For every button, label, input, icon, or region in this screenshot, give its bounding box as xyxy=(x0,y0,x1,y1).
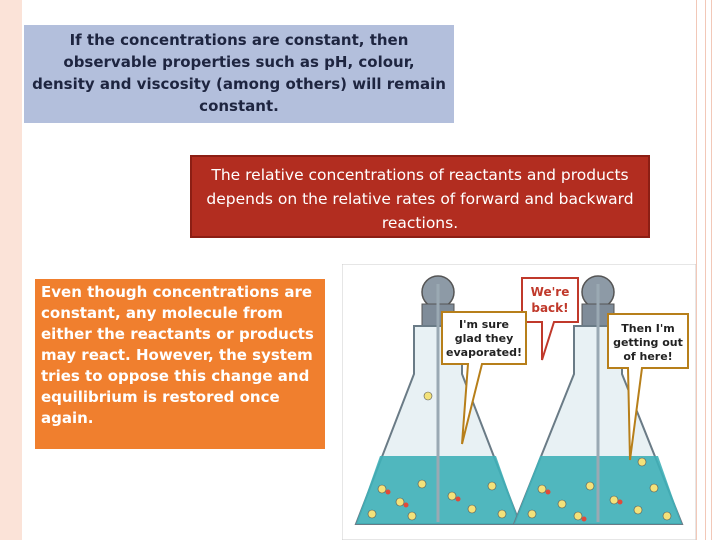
bubble-3-line-1: Then I'm xyxy=(621,322,675,335)
bubble-2-line-1: I'm sure xyxy=(458,318,510,331)
info-box-red: The relative concentrations of reactants and products depends on the relative rates of forward and backward reactions. xyxy=(190,155,650,238)
bubble-1-line-1: We're xyxy=(530,285,570,299)
info-box-orange: Even though concentrations are constant, any molecule from either the reactants or products may react. However, the system tries to oppose this change and equilibrium is restored once again. xyxy=(35,279,325,449)
flask-cartoon-illustration xyxy=(342,264,696,540)
bubble-3-line-2: getting out xyxy=(613,336,683,349)
slide-frame-right-inner xyxy=(711,0,716,540)
bubble-1-line-2: back! xyxy=(531,301,569,315)
bubble-2-line-3: evaporated! xyxy=(446,346,522,359)
slide-frame-right xyxy=(696,0,706,540)
bubble-2-line-2: glad they xyxy=(454,332,514,345)
info-box-blue: If the concentrations are constant, then observable properties such as pH, colour, density and viscosity (among others) will remain constant. xyxy=(24,25,454,123)
bubble-3-line-3: of here! xyxy=(623,350,673,363)
slide-frame-left xyxy=(0,0,22,540)
